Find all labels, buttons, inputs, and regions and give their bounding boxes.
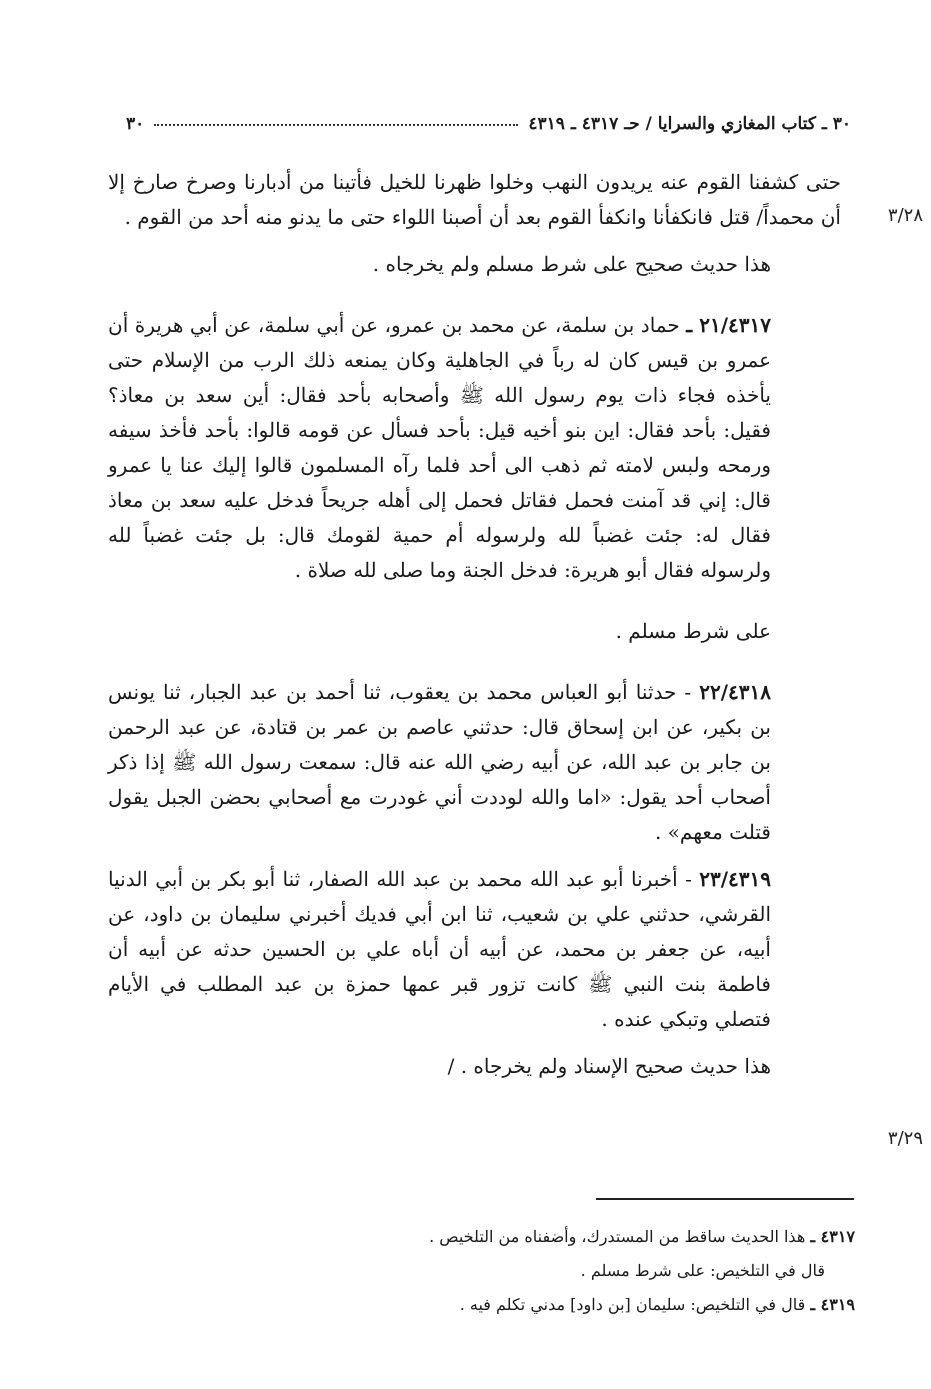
hadith-number: ٢١/٤٣١٧ ـ xyxy=(686,313,771,337)
main-text xyxy=(108,165,841,1084)
margin-reference-2: ٣/٢٩ xyxy=(887,1128,923,1149)
footnote-4317-note: قال في التلخيص: على شرط مسلم . xyxy=(580,1261,825,1280)
footnote-separator xyxy=(596,1198,854,1200)
footnote-4317: ٤٣١٧ ـ هذا الحديث ساقط من المستدرك، وأضفناه من التلخيص . xyxy=(429,1227,855,1246)
hadith-number: ٢٣/٤٣١٩ xyxy=(699,867,771,891)
footnote-4319: ٤٣١٩ ـ قال في التلخيص: سليمان [بن داود] مدني تكلم فيه . xyxy=(459,1295,855,1314)
footnotes xyxy=(270,1220,855,1322)
hadith-paragraph-4318: ٢٢/٤٣١٨ - حدثنا أبو العباس محمد بن يعقوب، ثنا أحمد بن عبد الجبار، ثنا يونس بن بكير، عن ابن إسحاق قال: حدثني عاصم بن عمر بن قتادة، عن عبد الرحمن بن جابر بن عبد الله، عن أبيه رضي الله عنه قال: سمعت رسول الله ﷺ إذا ذكر أصحاب أحد يقول: «اما والله لوددت أني غودرت مع أصحابي بحضن الجبل يقول قتلت معهم» . xyxy=(108,680,771,844)
hadith-number: ٢٢/٤٣١٨ xyxy=(699,680,771,704)
paragraph-continuation: حتى كشفنا القوم عنه يريدون النهب وخلوا ظهرنا للخيل فأتينا من أدبارنا وصرخ صارخ إلا أن محمداً/ قتل فانكفأنا وانكفأ القوم بعد أن أصبنا اللواء حتى ما يدنو منه أحد من القوم . xyxy=(108,170,841,229)
verdict-paragraph: على شرط مسلم . xyxy=(615,619,771,643)
page-number: ٣٠ xyxy=(126,114,145,134)
running-header xyxy=(112,108,851,140)
hadith-paragraph-4319: ٢٣/٤٣١٩ - أخبرنا أبو عبد الله محمد بن عبد الله الصفار، ثنا أبو بكر بن أبي الدنيا القرشي، حدثني علي بن شعيب، ثنا ابن أبي فديك أخبرني سليمان بن داود، عن أبيه، عن جعفر بن محمد، عن أبيه أن أباه علي بن الحسين حدثه عن أبيه أن فاطمة بنت النبي ﷺ كانت تزور قبر عمها حمزة بن عبد المطلب في الأيام فتصلي وتبكي عنده . xyxy=(108,867,771,1031)
running-title: ٣٠ ـ كتاب المغازي والسرايا / حـ ٤٣١٧ ـ ٤٣١٩ xyxy=(528,114,851,134)
margin-reference-1: ٣/٢٨ xyxy=(887,205,923,226)
header-dot-leader xyxy=(154,114,518,126)
verdict-paragraph: هذا حديث صحيح على شرط مسلم ولم يخرجاه . xyxy=(372,252,771,276)
verdict-paragraph: هذا حديث صحيح الإسناد ولم يخرجاه . / xyxy=(447,1054,771,1078)
hadith-paragraph-4317: ٢١/٤٣١٧ ـ حماد بن سلمة، عن محمد بن عمرو، عن أبي سلمة، عن أبي هريرة أن عمرو بن قيس كان له رباً في الجاهلية وكان يمنعه ذلك الرب من الإسلام حتى يأخذه فجاء ذات يوم رسول الله ﷺ وأصحابه بأحد فقال: أين سعد بن معاذ؟ فقيل: بأحد فقال: اين بنو أخيه قيل: بأحد فسأل عن قومه قالوا: بأحد فأخذ سيفه ورمحه ولبس لامته ثم ذهب الى أحد فلما رآه المسلمون قالوا إليك عنا يا عمرو قال: إني قد آمنت فحمل فقاتل فحمل إلى أهله جريحاً فدخل عليه سعد بن معاذ فقال له: جئت غضباً لله ولرسوله أم حمية لقومك قال: بل جئت غضباً لله ولرسوله فقال أبو هريرة: فدخل الجنة وما صلى لله صلاة . xyxy=(108,313,771,582)
